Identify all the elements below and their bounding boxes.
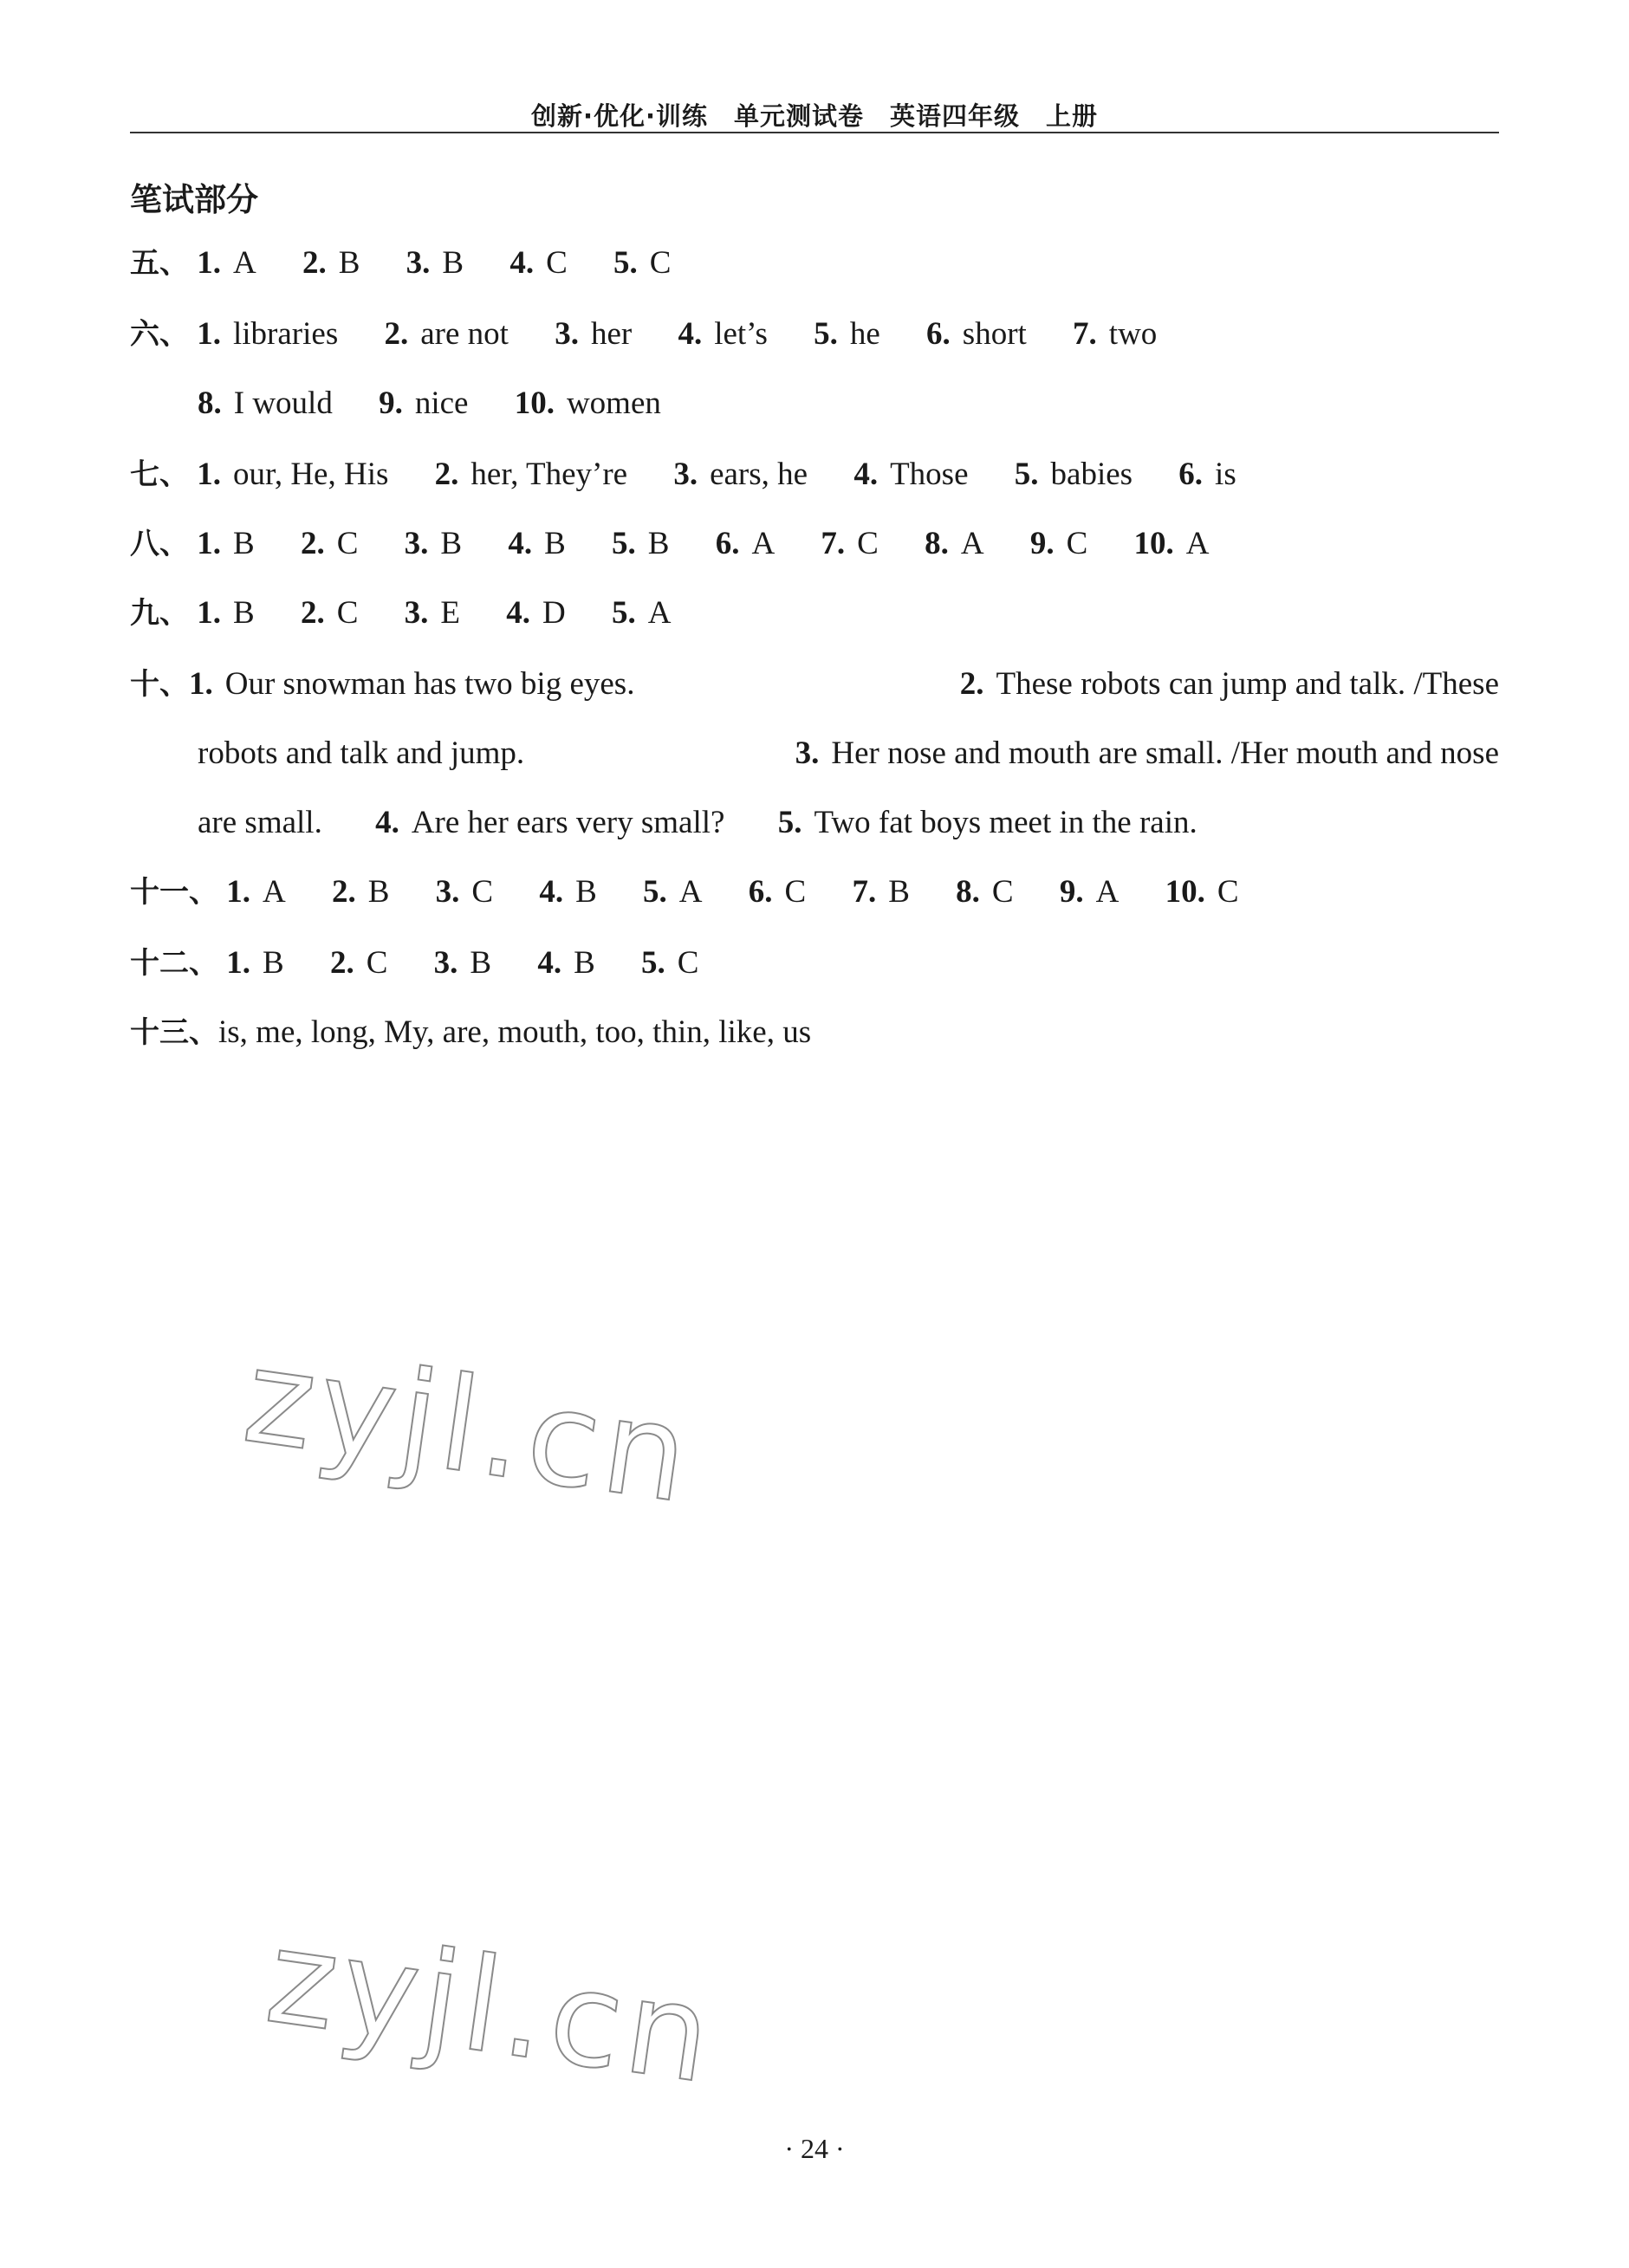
item-num: 10. — [1133, 526, 1174, 561]
section-title: 笔试部分 — [130, 181, 258, 218]
answer-row-8 — [130, 523, 1210, 565]
question-label: 八、 — [130, 527, 189, 561]
item-num: 4. — [678, 316, 703, 352]
answer: Those — [890, 457, 969, 492]
item-num: 8. — [198, 386, 222, 421]
answer: A — [751, 526, 776, 561]
answer-row-6 — [130, 314, 1157, 355]
item-num: 10. — [1165, 874, 1205, 910]
answer: two — [1108, 316, 1158, 352]
watermark-logo: zyjl.cn — [236, 1320, 702, 1533]
answer: A — [647, 595, 672, 631]
answer-row-10 — [130, 664, 1499, 705]
answer: A — [960, 526, 984, 561]
item-num: 1. — [226, 945, 250, 981]
item-num: 9. — [379, 386, 403, 421]
answer: These robots can jump and talk. /These — [996, 666, 1499, 702]
answer: B — [367, 874, 390, 910]
answer: C — [991, 874, 1014, 910]
answer-row-6-cont — [198, 383, 661, 424]
item-num: 7. — [852, 874, 877, 910]
question-label: 十二、 — [130, 946, 218, 981]
answer: E — [440, 595, 460, 631]
item-num: 4. — [506, 595, 530, 631]
answer: I would — [233, 386, 333, 421]
answer: C — [336, 595, 359, 631]
answer-row-9 — [130, 593, 671, 634]
item-num: 5. — [1014, 457, 1039, 492]
answer: he — [849, 316, 880, 352]
answer: our, He, His — [233, 457, 389, 492]
item-num: 10. — [514, 386, 555, 421]
item-num: 3. — [404, 595, 429, 631]
answer: B — [470, 945, 492, 981]
item-num: 3. — [435, 874, 460, 910]
question-label: 五、 — [130, 246, 189, 281]
answer: C — [784, 874, 807, 910]
item-num: 1. — [226, 874, 250, 910]
answer: robots and talk and jump. — [198, 735, 525, 771]
item-num: 6. — [1178, 457, 1204, 492]
item-num: 3. — [406, 245, 431, 281]
item-num: 3. — [433, 945, 458, 981]
answer: her, They’re — [471, 457, 628, 492]
item-num: 1. — [197, 316, 221, 352]
answer: C — [546, 245, 568, 281]
item-num: 4. — [537, 945, 562, 981]
answer: is, me, long, My, are, mouth, too, thin, like, us — [218, 1014, 812, 1050]
item-num: 5. — [612, 526, 636, 561]
answer: A — [233, 245, 256, 281]
answer: are not — [420, 316, 509, 352]
question-label: 七、 — [130, 457, 189, 492]
answer: B — [574, 945, 595, 981]
answer: A — [1185, 526, 1210, 561]
answer: B — [575, 874, 597, 910]
item-num: 5. — [641, 945, 665, 981]
answer: ears, he — [710, 457, 808, 492]
item-num: 2. — [329, 945, 354, 981]
item-num: 5. — [611, 595, 636, 631]
answer: B — [233, 595, 255, 631]
item-num: 2. — [331, 874, 356, 910]
item-num: 4. — [509, 245, 535, 281]
answer: A — [678, 874, 703, 910]
answer-row-12 — [130, 943, 698, 984]
item-num: 5. — [613, 245, 638, 281]
question-label: 六、 — [130, 317, 189, 352]
item-num: 6. — [926, 316, 951, 352]
item-num: 1. — [189, 666, 213, 702]
item-num: 4. — [853, 457, 879, 492]
answer: nice — [414, 386, 469, 421]
answer-row-13 — [130, 1012, 811, 1053]
answer: B — [888, 874, 910, 910]
page-number: · 24 · — [784, 2133, 845, 2164]
item-num: 5. — [777, 805, 802, 840]
item-num: 9. — [1029, 526, 1055, 561]
item-num: 5. — [643, 874, 667, 910]
answer-row-10-cont-1 — [198, 733, 1499, 774]
question-label: 九、 — [130, 596, 189, 631]
item-num: 7. — [821, 526, 846, 561]
answer: B — [440, 526, 463, 561]
item-num: 8. — [925, 526, 949, 561]
answer-row-7 — [130, 454, 1236, 496]
item-num: 1. — [197, 595, 221, 631]
item-num: 6. — [748, 874, 773, 910]
answer: C — [336, 526, 359, 561]
item-num: 4. — [508, 526, 533, 561]
answer: A — [263, 874, 286, 910]
item-num: 2. — [302, 245, 327, 281]
answer: C — [649, 245, 672, 281]
item-num: 4. — [539, 874, 564, 910]
item-num: 1. — [197, 457, 221, 492]
item-num: 3. — [673, 457, 698, 492]
item-num: 6. — [715, 526, 740, 561]
item-num: 1. — [197, 245, 221, 281]
answer-row-10-cont-2 — [198, 802, 1197, 844]
item-num: 2. — [959, 666, 984, 702]
item-num: 2. — [384, 316, 409, 352]
item-num: 3. — [404, 526, 429, 561]
question-label: 十三、 — [130, 1015, 218, 1050]
answer: C — [857, 526, 879, 561]
answer: B — [544, 526, 566, 561]
answer: babies — [1050, 457, 1133, 492]
answer: B — [647, 526, 670, 561]
answer: are small. — [198, 805, 322, 840]
answer: C — [1066, 526, 1088, 561]
answer: Her nose and mouth are small. /Her mouth and nose — [831, 735, 1499, 771]
item-num: 4. — [375, 805, 399, 840]
answer-row-11 — [130, 872, 1239, 913]
answer: C — [677, 945, 699, 981]
item-num: 5. — [814, 316, 838, 352]
answer: B — [442, 245, 464, 281]
answer: her — [590, 316, 633, 352]
item-num: 2. — [300, 526, 325, 561]
answer: B — [263, 945, 284, 981]
answer: short — [962, 316, 1027, 352]
answer: women — [566, 386, 661, 421]
answer-row-5 — [130, 243, 671, 284]
answer: is — [1215, 457, 1236, 492]
answer: B — [233, 526, 255, 561]
running-header: 创新·优化·训练 单元测试卷 英语四年级 上册 — [530, 101, 1099, 131]
item-num: 2. — [434, 457, 459, 492]
watermark-logo: zyjl.cn — [258, 1901, 724, 2114]
answer: Two fat boys meet in the rain. — [814, 805, 1197, 840]
item-num: 3. — [555, 316, 579, 352]
item-num: 9. — [1059, 874, 1084, 910]
item-num: 1. — [197, 526, 221, 561]
answer: C — [366, 945, 388, 981]
question-label: 十、 — [130, 667, 189, 702]
answer: C — [471, 874, 494, 910]
answer: D — [542, 595, 566, 631]
question-label: 十一、 — [130, 875, 218, 910]
answer: Are her ears very small? — [411, 805, 725, 840]
header-rule — [130, 132, 1499, 133]
answer: let’s — [714, 316, 768, 352]
item-num: 7. — [1073, 316, 1097, 352]
answer: B — [338, 245, 360, 281]
item-num: 8. — [956, 874, 980, 910]
item-num: 2. — [300, 595, 325, 631]
answer: libraries — [233, 316, 339, 352]
answer: C — [1217, 874, 1239, 910]
item-num: 3. — [795, 735, 820, 771]
answer: A — [1095, 874, 1120, 910]
answer: Our snowman has two big eyes. — [224, 666, 635, 702]
